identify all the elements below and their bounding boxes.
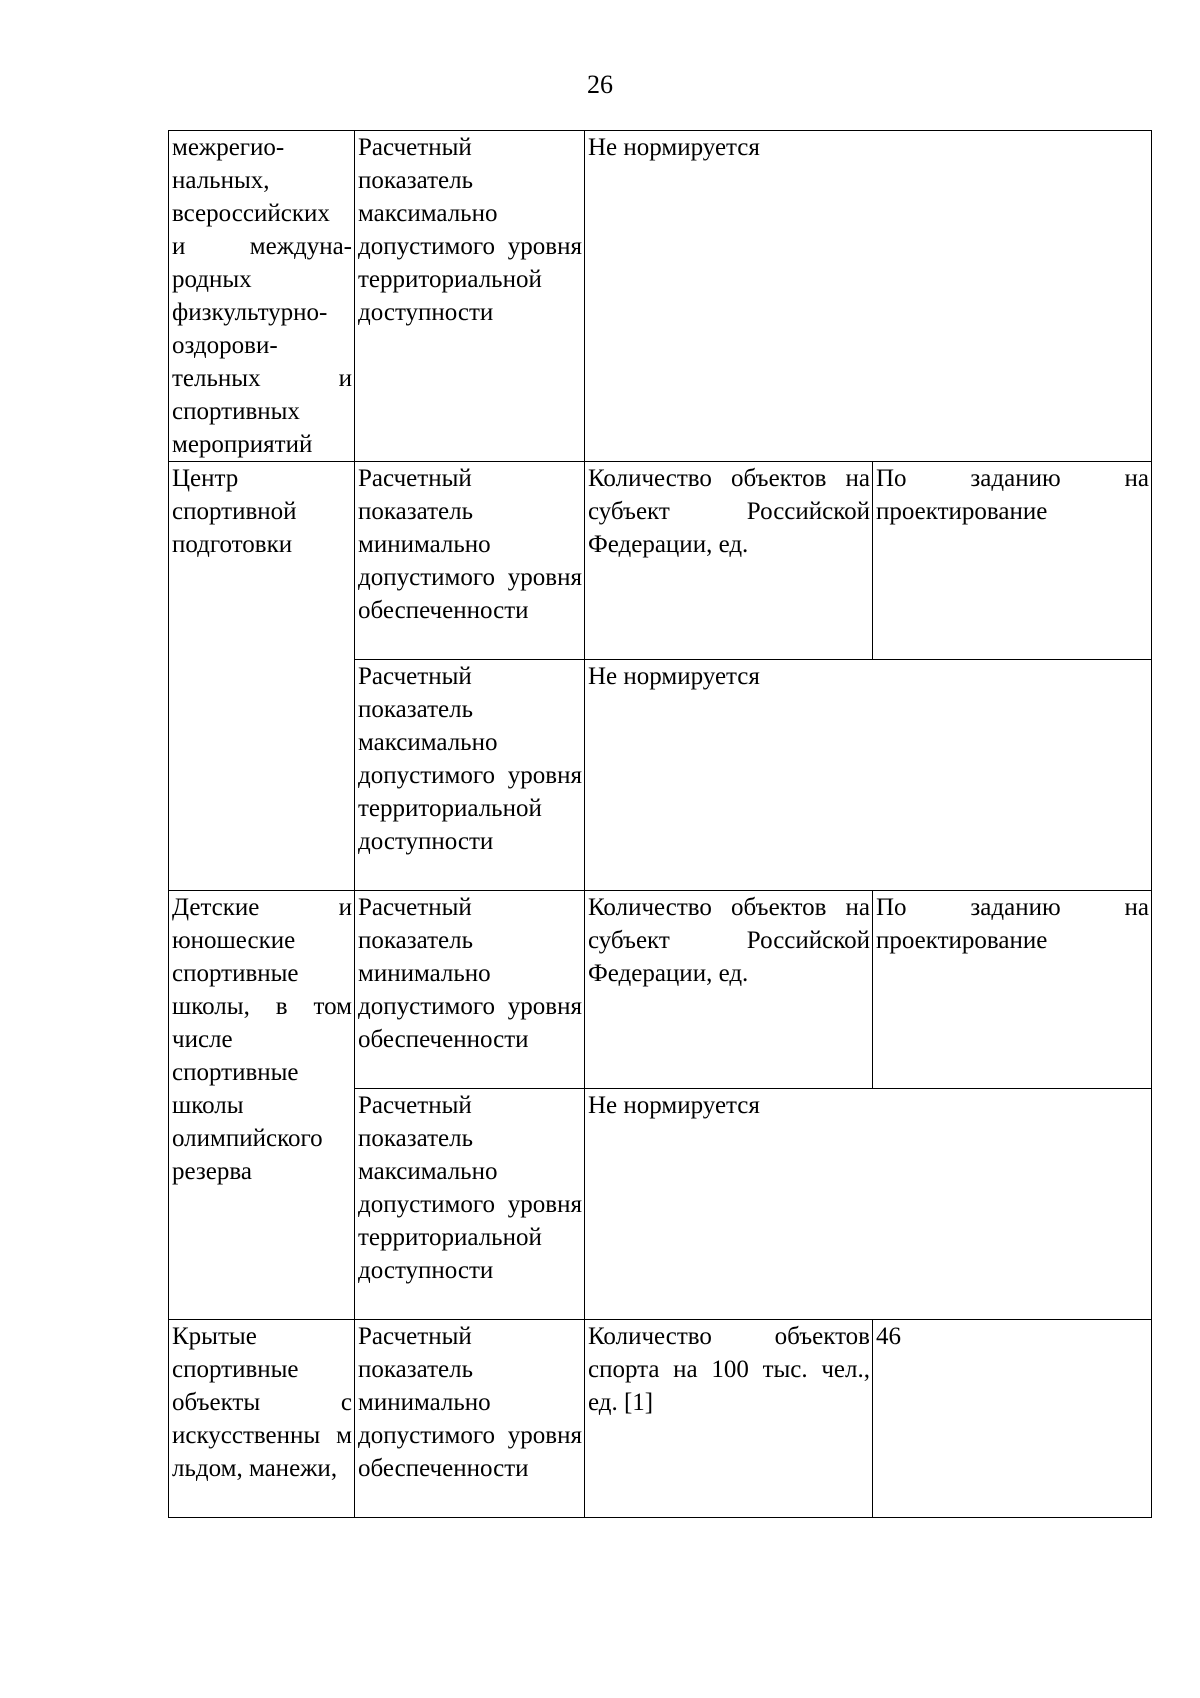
value-cell: Не нормируется	[585, 1089, 1152, 1320]
unit-cell: Количество объектов на субъект Российской Федерации, ед.	[585, 891, 873, 1089]
cell-line: оздорови-	[172, 332, 278, 359]
cell-line: всероссийских	[172, 200, 330, 227]
object-name-cell: Детские и юношеские спортивные школы, в том числе спортивные школы олимпийского резерва	[169, 891, 355, 1320]
cell-line: мероприятий	[172, 431, 313, 458]
cell-line: тельных и	[172, 365, 352, 392]
value-cell: Не нормируется	[585, 660, 1152, 891]
object-name-cell: Центр спортивной подготовки	[169, 462, 355, 891]
object-name-cell	[169, 131, 355, 462]
table-row	[169, 131, 1152, 462]
object-name-cell: Крытые спортивные объекты с искусственны м льдом, манежи,	[169, 1320, 355, 1518]
value-cell: Не нормируется	[585, 131, 1152, 462]
indicator-cell: Расчетный показатель максимально допустимого уровня территориальной доступности	[355, 660, 585, 891]
indicator-cell: Расчетный показатель минимально допустимого уровня обеспеченности	[355, 462, 585, 660]
standards-table	[168, 130, 1152, 1518]
value-cell: По заданию на проектирование	[873, 462, 1152, 660]
value-cell: 46	[873, 1320, 1152, 1518]
cell-line: спортивных	[172, 398, 300, 425]
cell-line: родных	[172, 266, 252, 293]
table-row	[169, 1320, 1152, 1518]
indicator-cell: Расчетный показатель максимально допустимого уровня территориальной доступности	[355, 131, 585, 462]
unit-cell: Количество объектов спорта на 100 тыс. чел., ед. [1]	[585, 1320, 873, 1518]
value-cell: По заданию на проектирование	[873, 891, 1152, 1089]
cell-line: нальных,	[172, 167, 270, 194]
cell-line: физкультурно-	[172, 299, 328, 326]
cell-line: и междуна-	[172, 233, 352, 260]
cell-line: межрегио-	[172, 134, 285, 161]
unit-cell: Количество объектов на субъект Российской Федерации, ед.	[585, 462, 873, 660]
table-row	[169, 462, 1152, 660]
indicator-cell: Расчетный показатель минимально допустимого уровня обеспеченности	[355, 1320, 585, 1518]
table-row	[169, 891, 1152, 1089]
page-number: 26	[587, 70, 613, 99]
indicator-cell: Расчетный показатель минимально допустимого уровня обеспеченности	[355, 891, 585, 1089]
indicator-cell: Расчетный показатель максимально допустимого уровня территориальной доступности	[355, 1089, 585, 1320]
